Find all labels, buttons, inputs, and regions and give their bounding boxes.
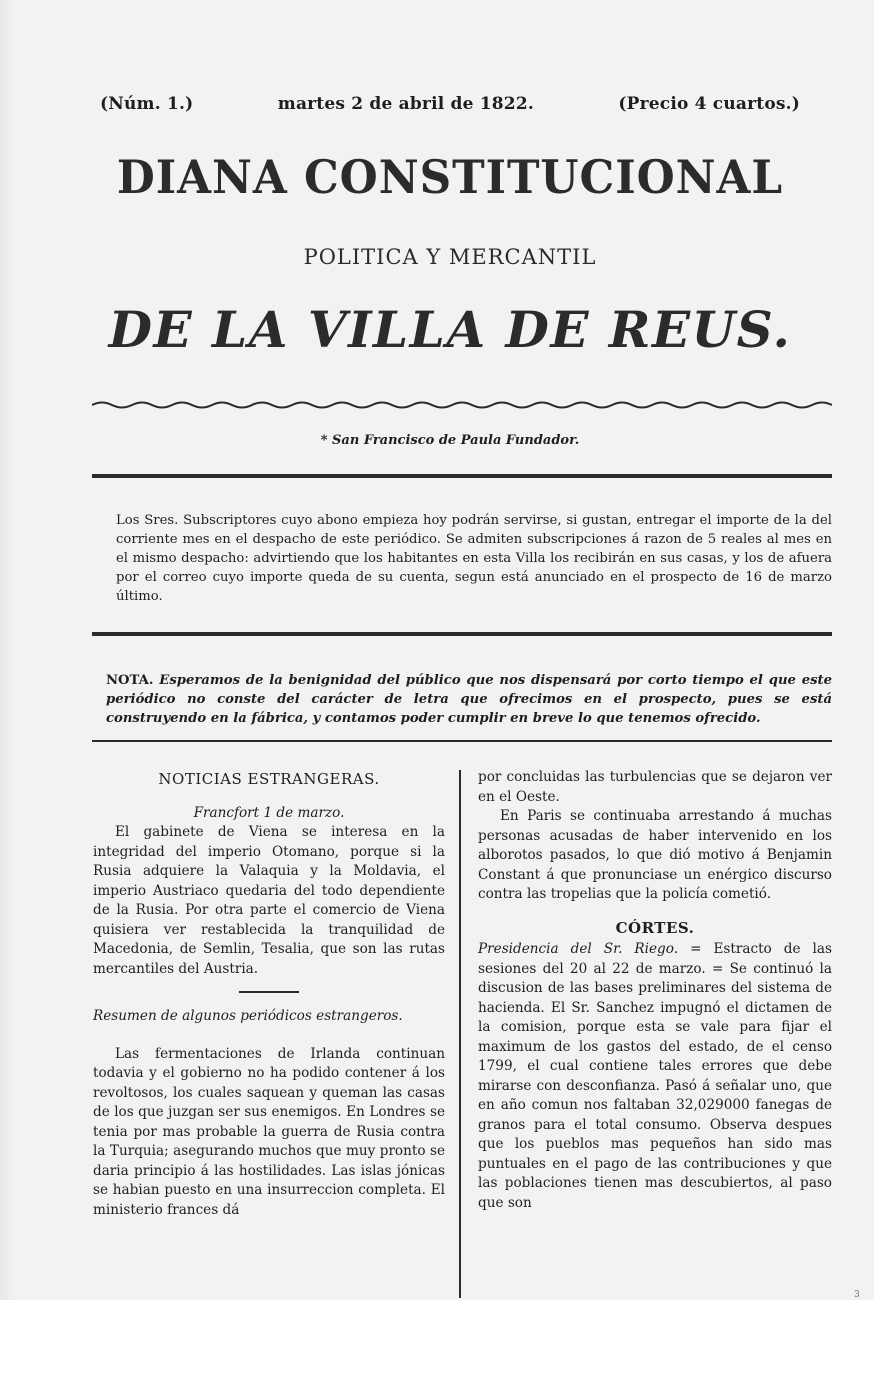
summary-subheading: Resumen de algunos periódicos estrangeros. <box>93 1008 403 1024</box>
issue-number: (Núm. 1.) <box>100 94 194 114</box>
issue-date: martes 2 de abril de 1822. <box>277 94 534 114</box>
cortes-paragraph <box>478 940 832 1213</box>
patron-line: * San Francisco de Paula Fundador. <box>320 433 580 448</box>
paris-paragraph: En Paris se continuaba arrestando á muchas personas acusadas de haber intervenido en los alborotos pasados, lo que dió motivo á Benjamin Constant á que pronunciase un enérgico discurso contra las tropelias que la policía cometió. <box>478 808 832 902</box>
column-divider <box>459 770 461 1298</box>
nota-text: Esperamos de la benignidad del público que nos dispensará por corto tiempo el que este periódico no conste del carácter de letra que ofrecimos en el prospecto, pues se está construyendo en la fábrica, y contamos poder cumplir en breve lo que tenemos ofrecido. <box>106 673 833 727</box>
cortes-lead: Presidencia del Sr. Riego. <box>478 941 679 957</box>
thick-rule-top <box>92 474 832 478</box>
nota-paragraph <box>106 671 832 728</box>
issue-price: (Precio 4 cuartos.) <box>618 94 800 114</box>
issue-line <box>100 94 800 114</box>
right-column <box>478 768 832 1213</box>
vienna-paragraph: El gabinete de Viena se interesa en la integridad del imperio Otomano, porque si la Rusia adquiere la Valaquia y la Moldavia, el imperio Austriaco quedaria del todo dependiente de la Rusia. Por otra parte el comercio de Viena quisiera ver restablecida la tranquilidad de Macedonia, de Semlin, Tesalia, que son las rutas mercantiles del Austria. <box>93 824 445 977</box>
continuation-paragraph: por concluidas las turbulencias que se dejaron ver en el Oeste. <box>478 769 832 805</box>
left-column <box>93 770 445 1220</box>
subscriber-notice: Los Sres. Subscriptores cuyo abono empieza hoy podrán servirse, si gustan, entregar el importe de la del corriente mes en el despacho de este periódico. Se admiten subscripciones á razon de 5 reales al mes en el mismo despacho: advirtiendo que los habitantes en esta Villa los recibirán en sus casas, y los de afuera por el correo cuyo importe queda de su cuenta, segun está anunciado en el prospecto de 16 de marzo último. <box>116 513 832 605</box>
masthead-place: DE LA VILLA DE REUS. <box>108 300 792 359</box>
page-stub: 3 <box>854 1290 860 1300</box>
wavy-rule <box>92 398 832 412</box>
foreign-news-heading: NOTICIAS ESTRANGERAS. <box>158 770 380 788</box>
binding-gutter <box>0 0 16 1300</box>
thick-rule-middle <box>92 632 832 636</box>
nota-label: NOTA. <box>106 673 154 689</box>
masthead-title: DIANA CONSTITUCIONAL <box>116 150 784 204</box>
thin-rule <box>92 740 832 742</box>
section-separator <box>239 991 299 993</box>
masthead-subtitle: POLITICA Y MERCANTIL <box>303 245 597 269</box>
dateline: Francfort 1 de marzo. <box>193 804 345 821</box>
ireland-paragraph: Las fermentaciones de Irlanda continuan todavia y el gobierno no ha podido contener á los revoltosos, los cuales saquean y queman las casas de los que juzgan ser sus enemigos. En Londres se tenia por mas probable la guerra de Rusia contra la Turquia; asegurando muchos que muy pronto se daria principio á las hostilidades. Las islas jónicas se habian puesto en una insurreccion completa. El ministerio frances dá <box>93 1045 445 1218</box>
cortes-text: = Estracto de las sesiones del 20 al 22 de marzo. = Se continuó la discusion de las bases preliminares del sistema de hacienda. El Sr. Sanchez impugnó el dictamen de la comision, porque esta se vale para fijar el maximum de los gastos del estado, de el censo 1799, el cual contiene tales errores que debe mirarse con desconfianza. Pasó á señalar uno, que en año comun nos faltaban 32,029000 fanegas de granos para el total consumo. Observa despues que los pueblos mas pequeños han sido mas puntuales en el pago de las contribuciones y que las poblaciones tienen mas descubiertos, al paso que son <box>478 941 832 1211</box>
cortes-heading: CÓRTES. <box>615 918 695 937</box>
